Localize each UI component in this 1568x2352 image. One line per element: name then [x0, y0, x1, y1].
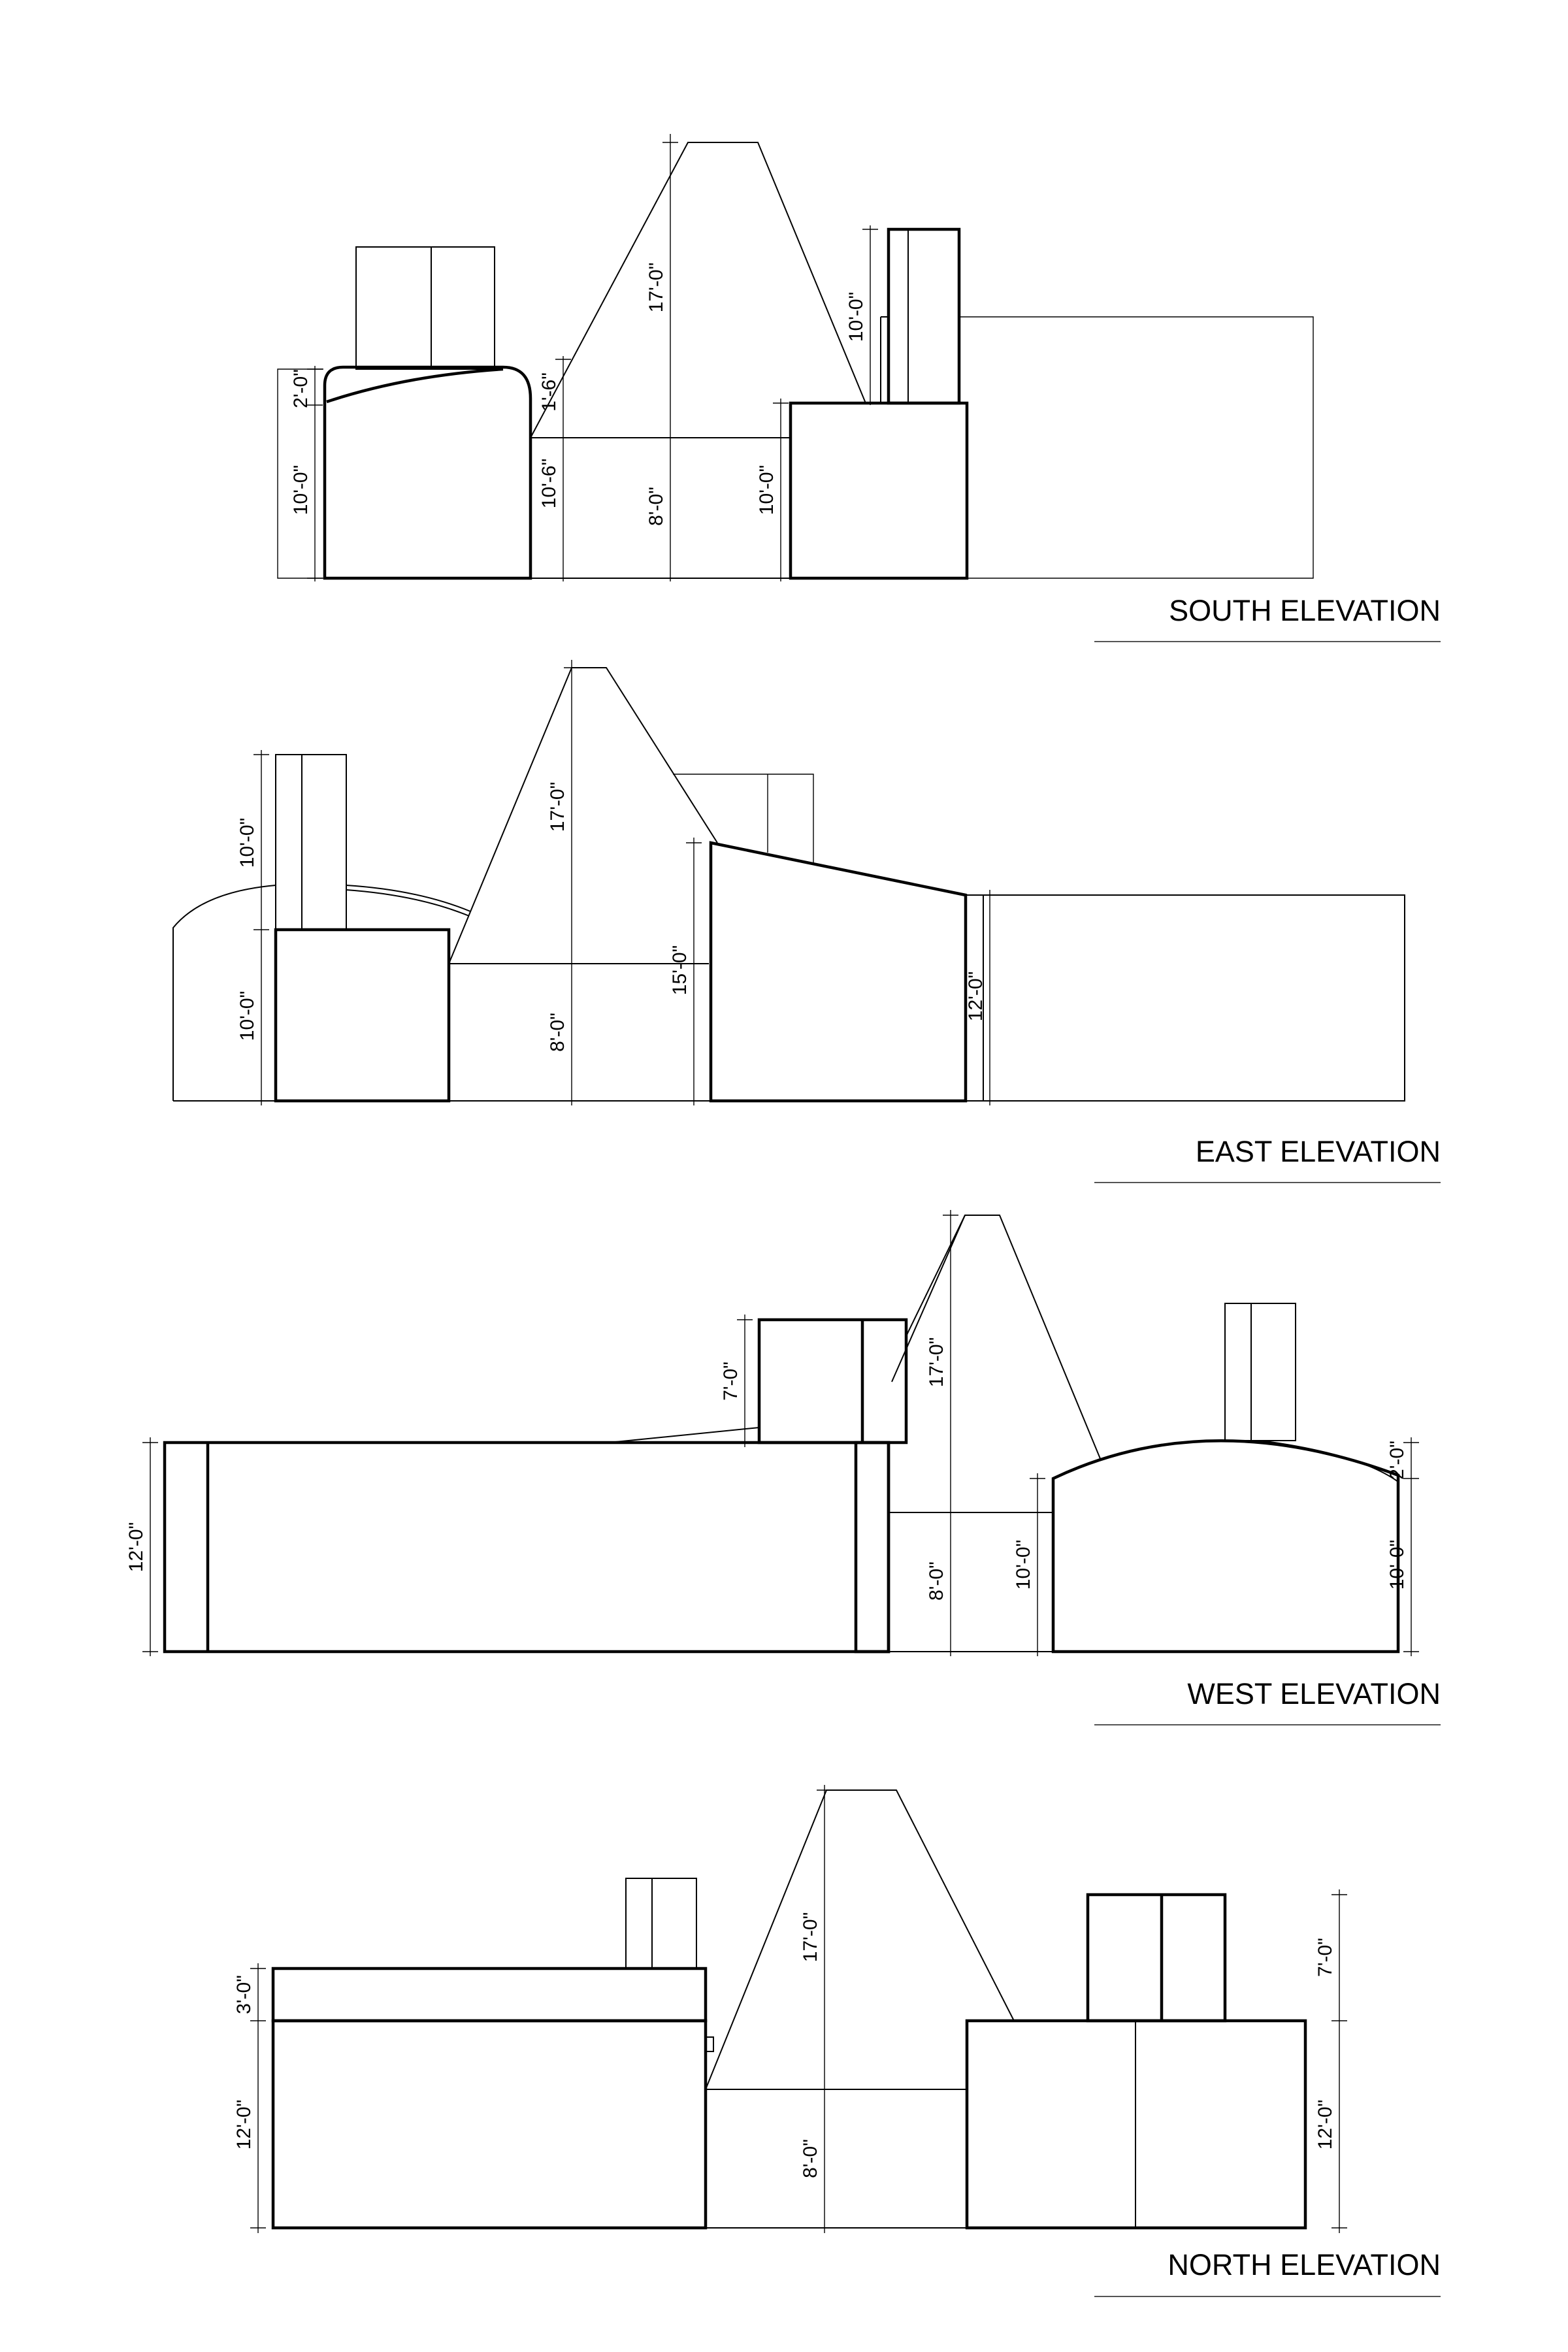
east-chimney: [276, 755, 346, 930]
south-dim-8ft: 8'-0": [645, 487, 667, 526]
south-chimney-right: [889, 229, 959, 403]
west-chimney: [1225, 1303, 1296, 1441]
south-chimney-left: [356, 247, 495, 369]
south-dim-10ft-chimney: 10'-0": [845, 291, 867, 342]
west-upper-box: [759, 1320, 906, 1443]
west-dim-8ft: 8'-0": [926, 1561, 947, 1601]
south-dim-10ft6: 10'-6": [538, 458, 560, 509]
west-tower: [892, 1215, 1101, 1460]
south-dim-10ft-right: 10'-0": [756, 465, 777, 515]
north-elevation-title: NORTH ELEVATION: [1168, 2248, 1441, 2281]
south-tower: [531, 142, 866, 438]
west-long-block: [165, 1443, 889, 1652]
south-dim-2ft: 2'-0": [290, 369, 312, 408]
south-dim-17ft: 17'-0": [645, 262, 667, 313]
east-elevation: [173, 660, 1441, 1183]
north-left-block: [273, 2021, 706, 2228]
east-dim-10ft-block: 10'-0": [237, 990, 258, 1041]
west-elevation: [125, 1210, 1441, 1725]
south-elevation: [278, 134, 1441, 642]
north-right-upper-box: [1088, 1895, 1225, 2021]
south-far-right-mass: [959, 317, 1313, 578]
north-dim-12ft-left: 12'-0": [233, 2099, 255, 2150]
east-right-mass: [983, 895, 1405, 1101]
east-dim-17ft: 17'-0": [547, 781, 568, 832]
east-dim-8ft: 8'-0": [547, 1013, 568, 1052]
west-curved-block: [1053, 1441, 1398, 1652]
south-dim-10ft-left: 10'-0": [290, 465, 312, 515]
north-elevation: [233, 1785, 1441, 2296]
north-chimney-left: [626, 1878, 696, 1968]
east-sloped-block: [711, 843, 966, 1101]
east-dim-12ft: 12'-0": [965, 971, 987, 1022]
west-dim-12ft: 12'-0": [125, 1522, 147, 1573]
east-dim-15ft: 15'-0": [669, 945, 691, 996]
west-dim-7ft: 7'-0": [720, 1362, 742, 1401]
south-left-block: [325, 367, 531, 578]
north-dim-3ft: 3'-0": [233, 1975, 255, 2014]
west-dim-2ft: 2'-0": [1386, 1441, 1408, 1480]
north-left-cap: [273, 1968, 706, 2021]
west-elevation-title: WEST ELEVATION: [1187, 1677, 1441, 1710]
north-dim-17ft: 17'-0": [800, 1912, 821, 1963]
west-dim-10ft-left: 10'-0": [1013, 1539, 1034, 1590]
south-right-block: [791, 403, 967, 578]
north-dimension-lines: [250, 1785, 1347, 2233]
east-dim-10ft-chimney: 10'-0": [237, 817, 258, 868]
north-dim-7ft: 7'-0": [1315, 1938, 1336, 1977]
east-dimension-lines: [253, 660, 998, 1105]
west-dim-10ft-right: 10'-0": [1386, 1539, 1408, 1590]
east-tower: [449, 668, 717, 964]
south-elevation-title: SOUTH ELEVATION: [1169, 594, 1441, 627]
east-left-block: [276, 930, 449, 1101]
east-elevation-title: EAST ELEVATION: [1195, 1135, 1441, 1168]
north-dim-8ft: 8'-0": [800, 2139, 821, 2178]
north-dim-12ft-right: 12'-0": [1315, 2099, 1336, 2150]
west-dimension-lines: [142, 1210, 1419, 1656]
west-dim-17ft: 17'-0": [926, 1337, 947, 1388]
south-dim-1ft6: 1'-6": [538, 372, 560, 412]
east-left-curve: [173, 885, 276, 1101]
south-dimension-lines: [307, 134, 878, 581]
